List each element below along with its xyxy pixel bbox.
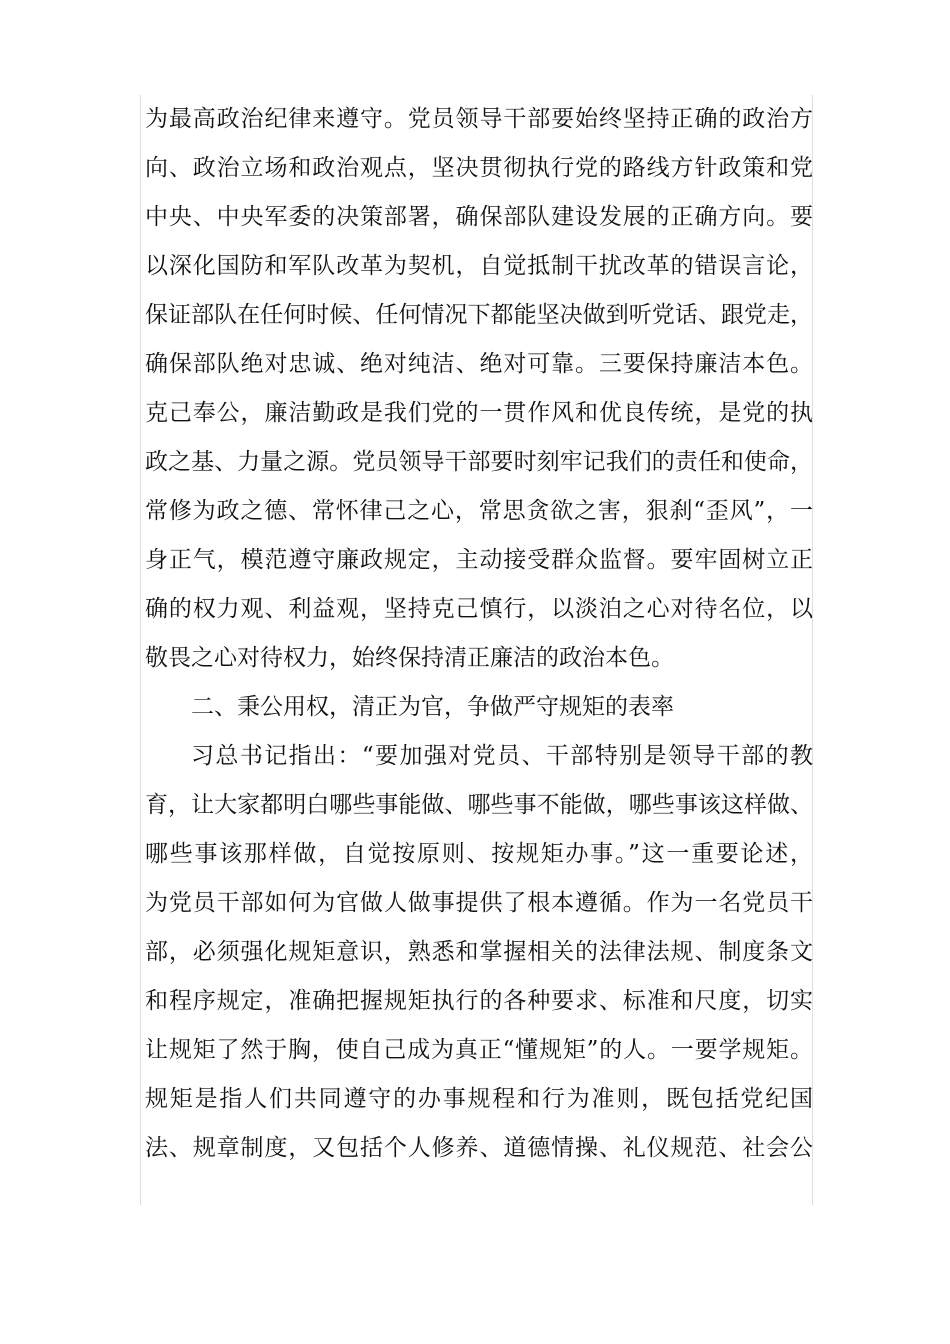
- text-line: 哪些事该那样做，自觉按原则、按规矩办事。”这一重要论述，: [145, 841, 813, 867]
- text-line: 向、政治立场和政治观点，坚决贯彻执行党的路线方针政策和党: [145, 155, 813, 181]
- paragraph-start-line: 习总书记指出：“要加强对党员、干部特别是领导干部的教: [191, 743, 813, 769]
- text-line: 确保部队绝对忠诚、绝对纯洁、绝对可靠。三要保持廉洁本色。: [145, 351, 813, 377]
- text-line: 让规矩了然于胸，使自己成为真正“懂规矩”的人。一要学规矩。: [145, 1037, 813, 1063]
- text-line: 保证部队在任何时候、任何情况下都能坚决做到听党话、跟党走，: [145, 302, 813, 328]
- text-line: 以深化国防和军队改革为契机，自觉抵制干扰改革的错误言论，: [145, 253, 813, 279]
- text-line: 身正气，模范遵守廉政规定，主动接受群众监督。要牢固树立正: [145, 547, 813, 573]
- text-line: 规矩是指人们共同遵守的办事规程和行为准则，既包括党纪国: [145, 1086, 813, 1112]
- text-line: 政之基、力量之源。党员领导干部要时刻牢记我们的责任和使命，: [145, 449, 813, 475]
- section-heading: 二、秉公用权，清正为官，争做严守规矩的表率: [191, 694, 674, 720]
- text-line: 为最高政治纪律来遵守。党员领导干部要始终坚持正确的政治方: [145, 106, 813, 132]
- text-line: 部，必须强化规矩意识，熟悉和掌握相关的法律法规、制度条文: [145, 939, 813, 965]
- text-line: 为党员干部如何为官做人做事提供了根本遵循。作为一名党员干: [145, 890, 813, 916]
- left-margin-line: [140, 95, 141, 1205]
- text-line: 育，让大家都明白哪些事能做、哪些事不能做，哪些事该这样做、: [145, 792, 813, 818]
- paragraph-end-line: 敬畏之心对待权力，始终保持清正廉洁的政治本色。: [145, 645, 674, 671]
- text-line: 常修为政之德、常怀律己之心，常思贪欲之害，狠刹“歪风”，一: [145, 498, 813, 524]
- text-line: 和程序规定，准确把握规矩执行的各种要求、标准和尺度，切实: [145, 988, 813, 1014]
- text-line: 中央、中央军委的决策部署，确保部队建设发展的正确方向。要: [145, 204, 813, 230]
- body-text: [145, 95, 813, 1173]
- text-line: 确的权力观、利益观，坚持克己慎行，以淡泊之心对待名位，以: [145, 596, 813, 622]
- text-line: 法、规章制度，又包括个人修养、道德情操、礼仪规范、社会公: [145, 1135, 813, 1161]
- text-line: 克己奉公，廉洁勤政是我们党的一贯作风和优良传统，是党的执: [145, 400, 813, 426]
